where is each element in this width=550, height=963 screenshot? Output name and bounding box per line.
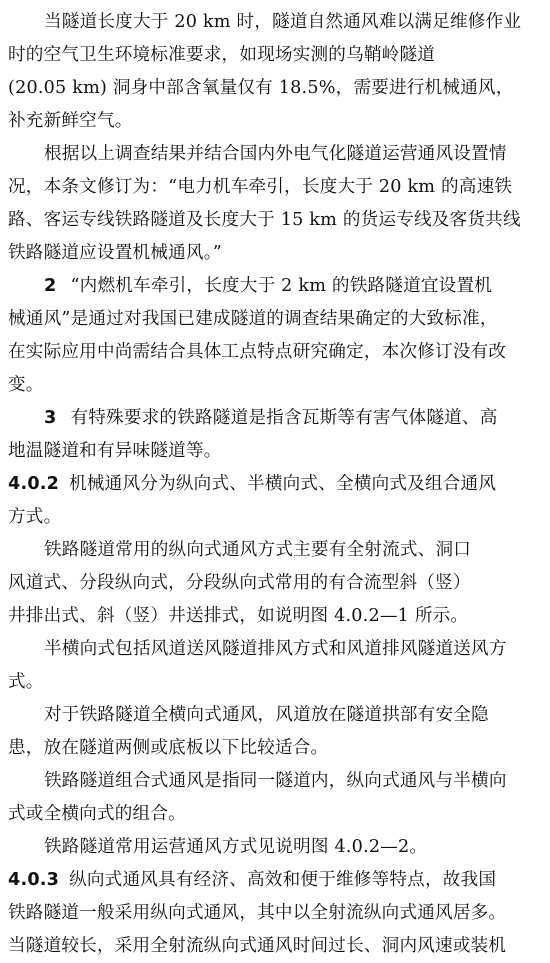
- text-line: 风道式、分段纵向式，分段纵向式常用的有合流型斜（竖）: [8, 573, 471, 593]
- item-number: 2: [44, 276, 57, 296]
- text-line: 对于铁路隧道全横向式通风，风道放在隧道拱部有安全隐: [44, 705, 489, 725]
- text-line: 半横向式包括风道送风隧道排风方式和风道排风隧道送风方: [44, 639, 507, 659]
- section-4-0-2: [8, 468, 542, 534]
- text-line: 铁路隧道应设置机械通风。”: [8, 243, 222, 263]
- paragraph-7: [8, 699, 542, 765]
- text-line: 况，本条文修订为：“电力机车牵引，长度大于 20 km 的高速铁: [8, 177, 513, 197]
- text-line: 地温隧道和有异味隧道等。: [8, 441, 222, 461]
- paragraph-item-2: [8, 270, 542, 402]
- text-line: 式。: [8, 672, 44, 692]
- text-segment: 纵向式通风具有经济、高效和便于维修等特点，故我国: [69, 870, 497, 890]
- text-line: 铁路隧道常用的纵向式通风方式主要有全射流式、洞口: [44, 540, 472, 560]
- text-line: 患，放在隧道两侧或底板以下比较适合。: [8, 738, 329, 758]
- text-line: 当隧道长度大于 20 km 时，隧道自然通风难以满足维修作业: [44, 12, 522, 32]
- text-line: [8, 402, 542, 435]
- text-line: 根据以上调查结果并结合国内外电气化隧道运营通风设置情: [44, 144, 507, 164]
- item-number: 3: [44, 408, 57, 428]
- text-line: 在实际应用中尚需结合具体工点特点研究确定，本次修订没有改: [8, 342, 507, 362]
- paragraph-1: [8, 6, 542, 138]
- text-line: [8, 864, 542, 897]
- section-number: 4.0.3: [8, 870, 60, 890]
- text-line: [8, 270, 542, 303]
- section-4-0-3: [8, 864, 542, 963]
- text-line: 铁路隧道组合式通风是指同一隧道内，纵向式通风与半横向: [44, 771, 507, 791]
- text-line: 方式。: [8, 507, 62, 527]
- text-line: (20.05 km) 洞身中部含氧量仅有 18.5%，需要进行机械通风，: [8, 78, 514, 98]
- text-line: 铁路隧道常用运营通风方式见说明图 4.0.2—2。: [44, 837, 428, 857]
- paragraph-2: [8, 138, 542, 270]
- text-line: 时的空气卫生环境标准要求，如现场实测的乌鞘岭隧道: [8, 45, 436, 65]
- text-line: 路、客运专线铁路隧道及长度大于 15 km 的货运专线及客货共线: [8, 210, 521, 230]
- paragraph-8: [8, 765, 542, 831]
- text-line: 井排出式、斜（竖）井送排式，如说明图 4.0.2—1 所示。: [8, 606, 469, 626]
- text-line: 补充新鲜空气。: [8, 111, 133, 131]
- paragraph-6: [8, 633, 542, 699]
- text-segment: “内燃机车牵引，长度大于 2 km 的铁路隧道宜设置机: [70, 276, 493, 296]
- text-line: 铁路隧道一般采用纵向式通风，其中以全射流纵向式通风居多。: [8, 903, 507, 923]
- paragraph-5: [8, 534, 542, 633]
- text-segment: 机械通风分为纵向式、半横向式、全横向式及组合通风: [69, 474, 497, 494]
- text-segment: 有特殊要求的铁路隧道是指含瓦斯等有害气体隧道、高: [70, 408, 498, 428]
- section-number: 4.0.2: [8, 474, 60, 494]
- text-line: 械通风”是通过对我国已建成隧道的调查结果确定的大致标准，: [8, 309, 498, 329]
- text-line: 变。: [8, 375, 44, 395]
- text-line: [8, 468, 542, 501]
- text-line: 式或全横向式的组合。: [8, 804, 186, 824]
- paragraph-item-3: [8, 402, 542, 468]
- text-line: 当隧道较长，采用全射流纵向式通风时间过长、洞内风速或装机: [8, 936, 507, 956]
